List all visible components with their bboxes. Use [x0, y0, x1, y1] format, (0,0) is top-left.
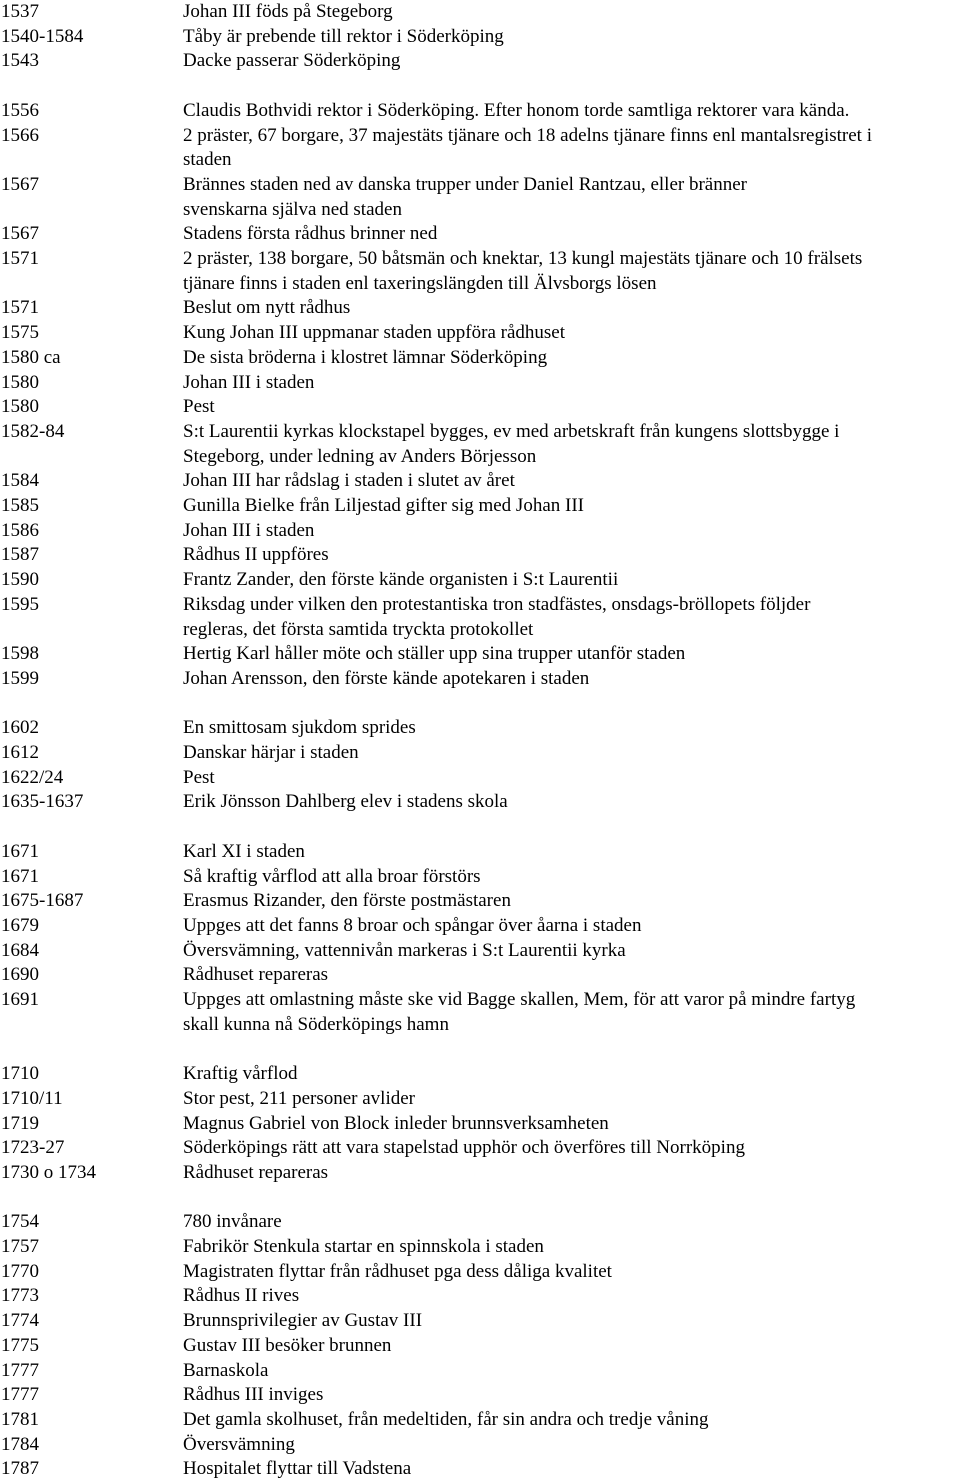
- timeline-entry: [1, 963, 959, 988]
- entry-year: 1754: [1, 1211, 39, 1233]
- entry-year: 1612: [1, 742, 39, 764]
- timeline-entry: [1, 321, 959, 346]
- entry-event: Stor pest, 211 personer avlider: [183, 1087, 415, 1109]
- timeline-entry: [1, 1457, 959, 1482]
- entry-year: 1580: [1, 371, 39, 393]
- timeline-entry: [1, 1408, 959, 1433]
- entry-event: Johan III i staden: [183, 519, 315, 541]
- timeline-entry: [1, 395, 959, 420]
- timeline-entry: [1, 642, 959, 667]
- timeline-entry: [1, 568, 959, 593]
- section-spacer: [1, 74, 959, 99]
- timeline-entry: [1, 716, 959, 741]
- timeline-entry: [1, 99, 959, 124]
- entry-event: Riksdag under vilken den protestantiska tron stadfästes, onsdags-bröllopets följder regleras, det första samtida tryckta protokollet: [183, 593, 811, 640]
- entry-year: 1770: [1, 1260, 39, 1282]
- entry-year: 1622/24: [1, 766, 64, 788]
- entry-event: Brunnsprivilegier av Gustav III: [183, 1310, 423, 1332]
- timeline-entry: [1, 1112, 959, 1137]
- timeline-entry: [1, 865, 959, 890]
- entry-year: 1723-27: [1, 1137, 65, 1159]
- entry-year: 1595: [1, 593, 39, 615]
- entry-year: 1599: [1, 667, 39, 689]
- timeline-entry: [1, 766, 959, 791]
- entry-event: 2 präster, 138 borgare, 50 båtsmän och knektar, 13 kungl majestäts tjänare och 10 frälsets tjänare finns i staden enl taxeringslängden till Älvsborgs lösen: [183, 248, 863, 294]
- entry-event: Brännes staden ned av danska trupper under Daniel Rantzau, eller bränner svenskarna själva ned staden: [183, 173, 747, 220]
- entry-event: Danskar härjar i staden: [183, 742, 359, 764]
- entry-year: 1586: [1, 519, 39, 541]
- entry-event: Johan Arensson, den förste kände apotekaren i staden: [183, 667, 590, 689]
- entry-event: Så kraftig vårflod att alla broar förstörs: [183, 865, 481, 887]
- entry-event: Rådhus II uppföres: [183, 544, 329, 566]
- timeline-entry: [1, 1309, 959, 1334]
- entry-year: 1675-1687: [1, 890, 84, 912]
- entry-event: Gunilla Bielke från Liljestad gifter sig med Johan III: [183, 495, 584, 517]
- timeline-entry: [1, 1210, 959, 1235]
- entry-year: 1775: [1, 1334, 39, 1356]
- timeline-entry: [1, 790, 959, 815]
- entry-event: 2 präster, 67 borgare, 37 majestäts tjänare och 18 adelns tjänare finns enl mantalsregistret i staden: [183, 124, 872, 171]
- entry-event: Uppges att det fanns 8 broar och spångar över åarna i staden: [183, 914, 642, 936]
- entry-event: Claudis Bothvidi rektor i Söderköping. Efter honom torde samtliga rektorer vara kända.: [183, 99, 850, 121]
- entry-year: 1567: [1, 223, 39, 245]
- timeline-entry: [1, 124, 959, 173]
- timeline-entry: [1, 173, 959, 222]
- entry-event: Erik Jönsson Dahlberg elev i stadens skola: [183, 791, 508, 813]
- entry-event: Översvämning, vattennivån markeras i S:t Laurentii kyrka: [183, 939, 626, 961]
- timeline-entry: [1, 519, 959, 544]
- entry-event: Det gamla skolhuset, från medeltiden, får sin andra och tredje våning: [183, 1409, 709, 1430]
- entry-year: 1757: [1, 1236, 39, 1258]
- entry-event: Stadens första rådhus brinner ned: [183, 223, 438, 245]
- timeline-entry: [1, 667, 959, 692]
- entry-year: 1719: [1, 1112, 39, 1134]
- entry-event: Magistraten flyttar från rådhuset pga dess dåliga kvalitet: [183, 1260, 612, 1282]
- entry-event: Fabrikör Stenkula startar en spinnskola i staden: [183, 1236, 544, 1258]
- entry-event: Rådhuset repareras: [183, 1161, 329, 1183]
- timeline-entry: [1, 840, 959, 865]
- entry-year: 1543: [1, 50, 39, 72]
- entry-year: 1710/11: [1, 1087, 63, 1109]
- entry-year: 1781: [1, 1409, 39, 1430]
- entry-event: Söderköpings rätt att vara stapelstad upphör och överföres till Norrköping: [183, 1137, 745, 1159]
- timeline-entry: [1, 1161, 959, 1186]
- entry-year: 1587: [1, 544, 39, 566]
- entry-year: 1777: [1, 1359, 39, 1381]
- timeline-entry: [1, 988, 959, 1037]
- timeline-entry: [1, 1383, 959, 1408]
- entry-year: 1571: [1, 248, 39, 270]
- entry-year: 1598: [1, 643, 39, 665]
- entry-year: 1580 ca: [1, 346, 61, 368]
- entry-event: Översvämning: [183, 1433, 295, 1455]
- entry-event: Rådhus II rives: [183, 1285, 300, 1307]
- timeline-entry: [1, 346, 959, 371]
- entry-year: 1774: [1, 1310, 39, 1332]
- entry-year: 1566: [1, 124, 39, 146]
- entry-event: Kraftig vårflod: [183, 1063, 298, 1085]
- entry-event: Tåby är prebende till rektor i Söderköping: [183, 25, 504, 47]
- timeline-entry: [1, 49, 959, 74]
- entry-year: 1671: [1, 840, 39, 862]
- entry-year: 1684: [1, 939, 39, 961]
- section-spacer: [1, 1186, 959, 1211]
- entry-event: Beslut om nytt rådhus: [183, 297, 351, 319]
- timeline-entry: [1, 593, 959, 642]
- entry-event: Dacke passerar Söderköping: [183, 50, 401, 72]
- entry-event: Johan III har rådslag i staden i slutet av året: [183, 470, 515, 492]
- entry-event: 780 invånare: [183, 1211, 282, 1233]
- timeline-entry: [1, 1235, 959, 1260]
- entry-event: Barnaskola: [183, 1359, 269, 1381]
- entry-year: 1590: [1, 569, 39, 591]
- entry-event: Johan III föds på Stegeborg: [183, 1, 393, 22]
- entry-year: 1787: [1, 1458, 39, 1480]
- entry-event: Gustav III besöker brunnen: [183, 1334, 392, 1356]
- timeline-entry: [1, 469, 959, 494]
- timeline-entry: [1, 1087, 959, 1112]
- entry-event: Rådhuset repareras: [183, 964, 329, 986]
- entry-year: 1710: [1, 1063, 39, 1085]
- timeline-entry: [1, 939, 959, 964]
- timeline-entry: [1, 296, 959, 321]
- entry-year: 1691: [1, 989, 39, 1011]
- entry-year: 1567: [1, 173, 39, 195]
- entry-event: Hospitalet flyttar till Vadstena: [183, 1458, 412, 1480]
- entry-event: Pest: [183, 396, 215, 418]
- timeline-entry: [1, 914, 959, 939]
- entry-year: 1690: [1, 964, 39, 986]
- entry-year: 1556: [1, 99, 39, 121]
- entry-year: 1671: [1, 865, 39, 887]
- entry-event: Pest: [183, 766, 215, 788]
- entry-event: Hertig Karl håller möte och ställer upp sina trupper utanför staden: [183, 643, 686, 665]
- timeline-list: [1, 0, 959, 1482]
- section-spacer: [1, 1037, 959, 1062]
- timeline-entry: [1, 543, 959, 568]
- entry-year: 1602: [1, 717, 39, 739]
- timeline-entry: [1, 1062, 959, 1087]
- entry-event: Erasmus Rizander, den förste postmästaren: [183, 890, 511, 912]
- timeline-entry: [1, 420, 959, 469]
- entry-year: 1540-1584: [1, 25, 84, 47]
- section-spacer: [1, 815, 959, 840]
- timeline-entry: [1, 25, 959, 50]
- entry-event: Karl XI i staden: [183, 840, 305, 862]
- timeline-entry: [1, 889, 959, 914]
- entry-year: 1777: [1, 1384, 39, 1406]
- entry-event: Johan III i staden: [183, 371, 315, 393]
- timeline-entry: [1, 1136, 959, 1161]
- section-spacer: [1, 692, 959, 717]
- entry-year: 1584: [1, 470, 39, 492]
- entry-event: Rådhus III inviges: [183, 1384, 324, 1406]
- timeline-entry: [1, 371, 959, 396]
- entry-year: 1730 o 1734: [1, 1161, 96, 1183]
- timeline-entry: [1, 1260, 959, 1285]
- entry-year: 1784: [1, 1433, 39, 1455]
- timeline-entry: [1, 1359, 959, 1384]
- entry-event: De sista bröderna i klostret lämnar Söderköping: [183, 346, 548, 368]
- entry-event: En smittosam sjukdom sprides: [183, 717, 416, 739]
- entry-event: Kung Johan III uppmanar staden uppföra rådhuset: [183, 322, 565, 344]
- timeline-entry: [1, 1433, 959, 1458]
- entry-year: 1575: [1, 322, 39, 344]
- timeline-entry: [1, 1334, 959, 1359]
- timeline-entry: [1, 222, 959, 247]
- entry-year: 1635-1637: [1, 791, 84, 813]
- entry-event: Magnus Gabriel von Block inleder brunnsverksamheten: [183, 1112, 609, 1134]
- entry-year: 1679: [1, 914, 39, 936]
- entry-event: Uppges att omlastning måste ske vid Bagge skallen, Mem, för att varor på mindre fartyg skall kunna nå Söderköpings hamn: [183, 989, 856, 1035]
- entry-year: 1582-84: [1, 420, 65, 442]
- timeline-entry: [1, 494, 959, 519]
- entry-year: 1773: [1, 1285, 39, 1307]
- entry-event: S:t Laurentii kyrkas klockstapel bygges, ev med arbetskraft från kungens slottsbygge i Stegeborg, under ledning av Anders Börjesson: [183, 420, 840, 467]
- entry-event: Frantz Zander, den förste kände organisten i S:t Laurentii: [183, 569, 619, 591]
- entry-year: 1537: [1, 1, 39, 22]
- entry-year: 1580: [1, 396, 39, 418]
- timeline-entry: [1, 0, 959, 25]
- timeline-entry: [1, 741, 959, 766]
- timeline-entry: [1, 247, 959, 296]
- entry-year: 1571: [1, 297, 39, 319]
- timeline-entry: [1, 1284, 959, 1309]
- entry-year: 1585: [1, 495, 39, 517]
